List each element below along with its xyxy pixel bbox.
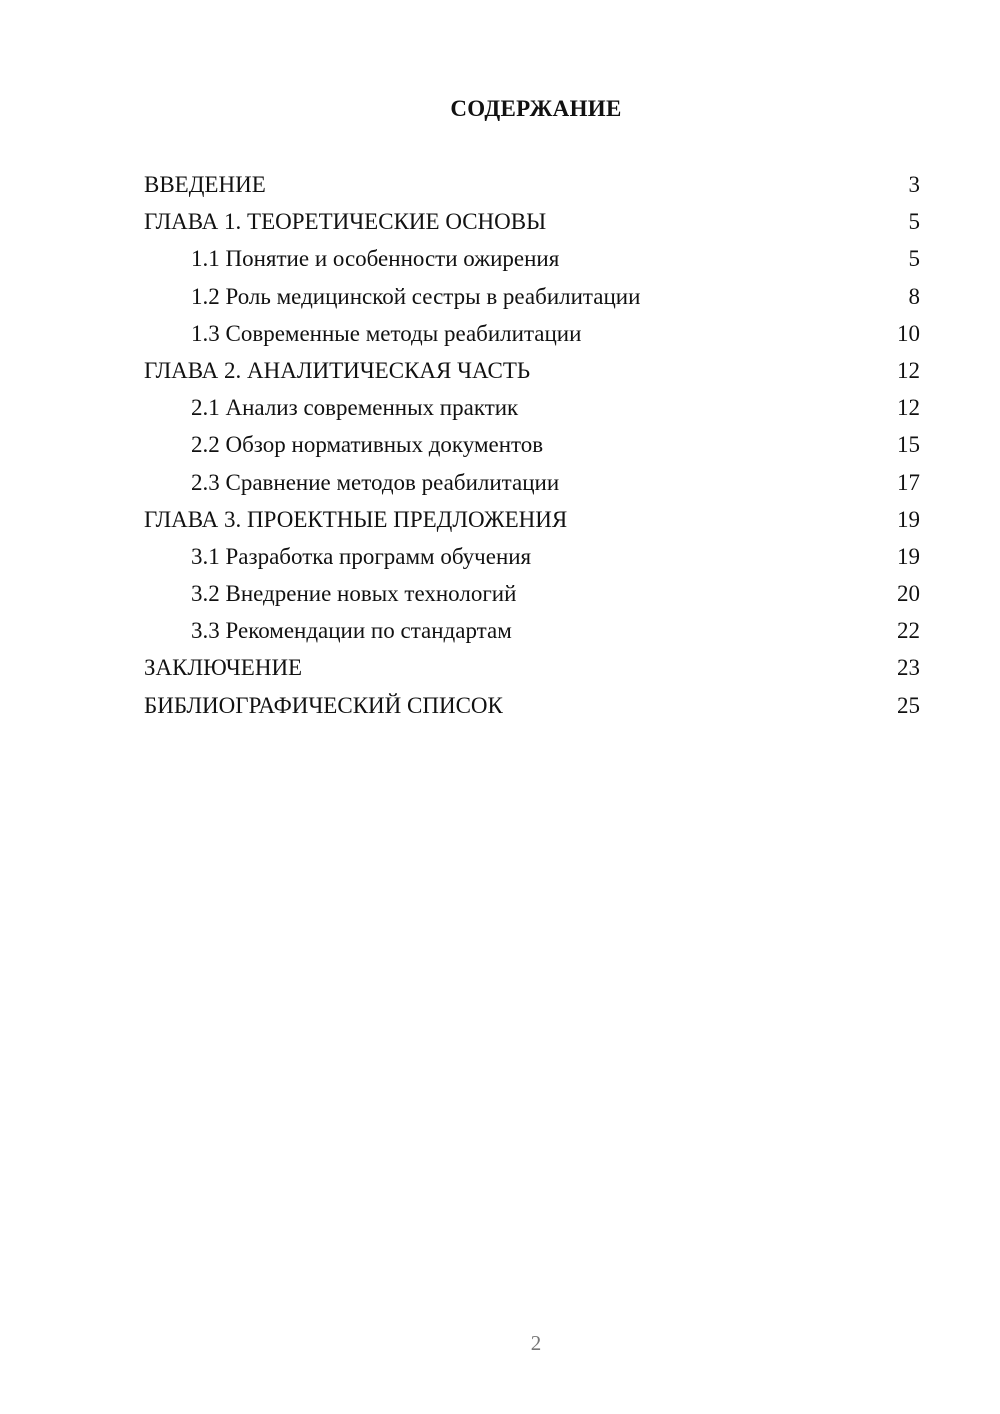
toc-entry-chapter-1[interactable] (144, 203, 920, 240)
toc-entry-page: 20 (897, 581, 920, 607)
toc-entry-label: 3.2 Внедрение новых технологий (191, 581, 517, 607)
toc-entry-page: 19 (897, 543, 920, 569)
toc-entry-conclusion[interactable] (144, 649, 920, 686)
toc-entry-section-2-2[interactable] (144, 426, 920, 463)
toc-entry-section-3-2[interactable] (144, 575, 920, 612)
toc-entry-page: 8 (908, 283, 920, 309)
toc-entry-section-3-1[interactable] (144, 538, 920, 575)
toc-entry-page: 5 (908, 209, 920, 235)
toc-entry-page: 25 (897, 692, 920, 718)
toc-entry-page: 22 (897, 618, 920, 644)
toc-entry-label: 3.1 Разработка программ обучения (191, 543, 532, 569)
page-number: 2 (530, 1331, 542, 1355)
toc-entry-page: 10 (897, 320, 920, 346)
toc-entry-section-2-3[interactable] (144, 464, 920, 501)
toc-entry-page: 19 (897, 506, 920, 532)
toc-entry-page: 12 (897, 357, 920, 383)
toc-entry-page: 5 (908, 246, 920, 272)
toc-entry-chapter-2[interactable] (144, 352, 920, 389)
toc-entry-page: 3 (908, 172, 920, 197)
toc-entry-label: 1.3 Современные методы реабилитации (191, 320, 582, 346)
toc-entry-label: 3.3 Рекомендации по стандартам (191, 618, 512, 644)
toc-entry-section-3-3[interactable] (144, 612, 920, 649)
toc-entry-label: 2.3 Сравнение методов реабилитации (191, 469, 560, 495)
toc-entry-label: 1.1 Понятие и особенности ожирения (191, 246, 560, 272)
toc-entry-page: 23 (897, 655, 920, 681)
toc-entry-label: 1.2 Роль медицинской сестры в реабилитации (191, 283, 641, 309)
toc-entry-section-1-2[interactable] (144, 278, 920, 315)
toc-entry-label: 2.2 Обзор нормативных документов (191, 432, 544, 458)
toc-entry-label: ГЛАВА 1. ТЕОРЕТИЧЕСКИЕ ОСНОВЫ (144, 209, 547, 235)
toc-entry-page: 12 (897, 395, 920, 421)
toc-entry-section-1-3[interactable] (144, 315, 920, 352)
toc-entry-page: 15 (897, 432, 920, 458)
toc-entry-label: ГЛАВА 3. ПРОЕКТНЫЕ ПРЕДЛОЖЕНИЯ (144, 506, 568, 532)
toc-entry-page: 17 (897, 469, 920, 495)
page-title: СОДЕРЖАНИЕ (450, 96, 622, 121)
toc-entry-section-1-1[interactable] (144, 240, 920, 277)
toc-entry-introduction[interactable] (144, 166, 920, 203)
toc-entry-label: ВВЕДЕНИЕ (144, 172, 266, 197)
toc-entry-chapter-3[interactable] (144, 501, 920, 538)
toc-entry-label: ЗАКЛЮЧЕНИЕ (144, 655, 303, 681)
toc-entry-bibliography[interactable] (144, 687, 920, 724)
table-of-contents (144, 166, 920, 724)
toc-entry-label: ГЛАВА 2. АНАЛИТИЧЕСКАЯ ЧАСТЬ (144, 357, 531, 383)
toc-entry-label: БИБЛИОГРАФИЧЕСКИЙ СПИСОК (144, 692, 503, 718)
toc-entry-label: 2.1 Анализ современных практик (191, 395, 519, 421)
toc-entry-section-2-1[interactable] (144, 389, 920, 426)
